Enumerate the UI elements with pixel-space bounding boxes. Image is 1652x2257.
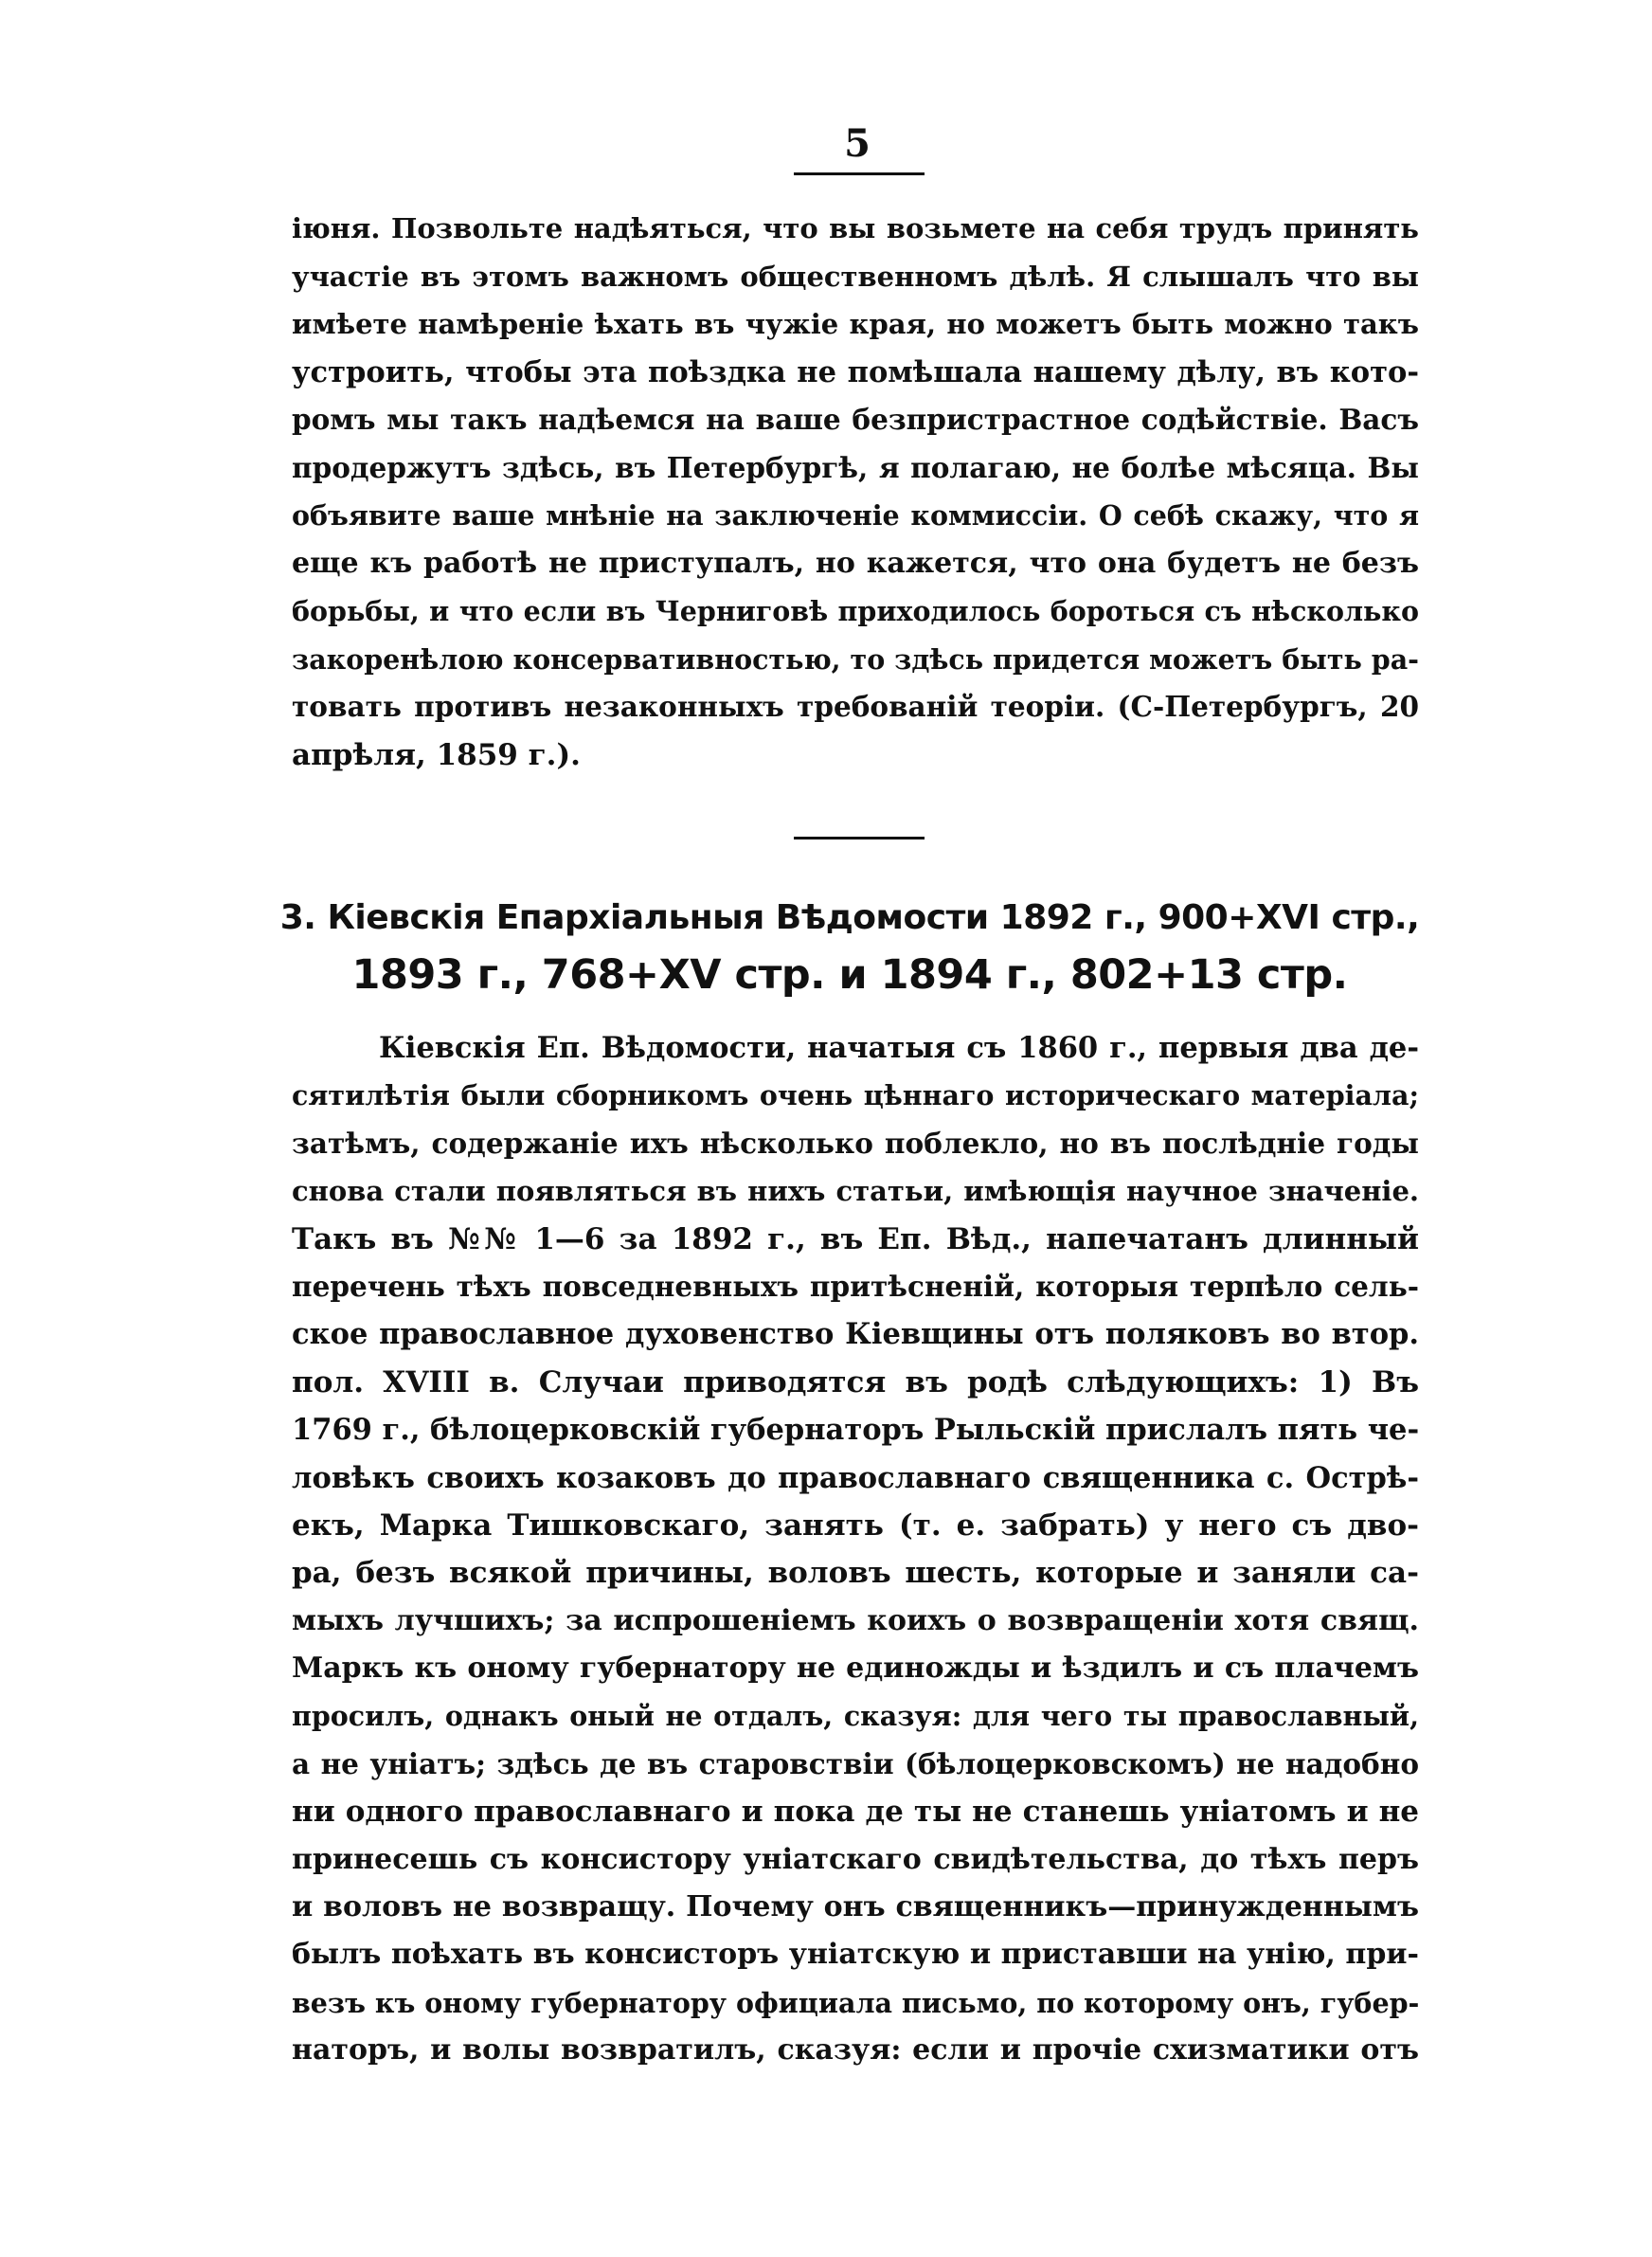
text-line: и воловъ не возвращу. Почему онъ священникъ—принужденнымъ: [292, 1890, 1419, 1924]
text-line: Такъ въ №№ 1—6 за 1892 г., въ Еп. Вѣд., напечатанъ длинный: [292, 1221, 1419, 1256]
text-line: товать противъ незаконныхъ требованій теоріи. (С-Петербургъ, 20: [292, 690, 1419, 723]
text-line: ра, безъ всякой причины, воловъ шесть, которые и заняли са-: [292, 1556, 1419, 1591]
text-line: участіе въ этомъ важномъ общественномъ дѣлѣ. Я слышалъ что вы: [292, 260, 1419, 293]
text-line: Маркъ къ оному губернатору не единожды и ѣздилъ и съ плачемъ: [292, 1652, 1419, 1686]
section-divider: [794, 837, 925, 840]
text-line: имѣете намѣреніе ѣхать въ чужіе края, но можетъ быть можно такъ: [292, 308, 1419, 340]
text-line: сятилѣтія были сборникомъ очень цѣннаго историческаго матеріала;: [292, 1079, 1419, 1112]
text-line: везъ къ оному губернатору официала письмо, по которому онъ, губер-: [292, 1986, 1420, 2019]
text-line: ловѣкъ своихъ козаковъ до православнаго священника с. Острѣ-: [292, 1460, 1419, 1495]
text-line: снова стали появляться въ нихъ статьи, имѣющія научное значеніе.: [292, 1175, 1419, 1208]
paragraph-top: [292, 205, 1419, 779]
text-line: ское православное духовенство Кіевщины отъ поляковъ во втор.: [292, 1317, 1419, 1352]
text-line: ни одного православнаго и пока де ты не станешь уніатомъ и не: [292, 1795, 1419, 1830]
text-line: устроить, чтобы эта поѣздка не помѣшала нашему дѣлу, въ кото-: [292, 354, 1419, 389]
text-line: былъ поѣхать въ консисторъ уніатскую и приставши на унію, при-: [292, 1938, 1419, 1972]
section-heading-line-1: 3. Кіевскія Епархіальныя Вѣдомости 1892 г., 900+XVI стр.,: [279, 898, 1420, 937]
text-line: борьбы, и что если въ Черниговѣ приходилось бороться съ нѣсколько: [292, 595, 1419, 627]
text-line: еще къ работѣ не приступалъ, но кажется, что она будетъ не безъ: [292, 546, 1419, 580]
text-line: Кіевскія Еп. Вѣдомости, начатыя съ 1860 г., первыя два де-: [379, 1031, 1419, 1065]
section-heading-line-2: 1893 г., 768+XV стр. и 1894 г., 802+13 стр.: [351, 951, 1348, 999]
text-line: наторъ, и волы возвратилъ, сказуя: если и прочіе схизматики отъ: [292, 2033, 1419, 2067]
text-line: а не уніатъ; здѣсь де въ старовствіи (бѣлоцерковскомъ) не надобно: [292, 1746, 1419, 1780]
text-line: мыхъ лучшихъ; за испрошеніемъ коихъ о возвращеніи хотя свящ.: [292, 1603, 1419, 1637]
text-line: затѣмъ, содержаніе ихъ нѣсколько поблекло, но въ послѣдніе годы: [292, 1126, 1419, 1160]
text-line: пол. XVIII в. Случаи приводятся въ родѣ слѣдующихъ: 1) Въ: [292, 1364, 1419, 1399]
page-number-underline: [794, 172, 925, 175]
text-line: іюня. Позвольте надѣяться, что вы возьмете на себя трудъ принять: [292, 212, 1419, 244]
text-line: закоренѣлою консервативностью, то здѣсь придется можетъ быть ра-: [292, 642, 1419, 676]
paragraph-bottom: [292, 1024, 1419, 2075]
text-line: просилъ, однакъ оный не отдалъ, сказуя: для чего ты православный,: [292, 1700, 1419, 1733]
text-line: апрѣля, 1859 г.).: [292, 737, 581, 772]
text-line: принесешь съ консистору уніатскаго свидѣтельства, до тѣхъ перъ: [292, 1842, 1419, 1876]
text-line: екъ, Марка Тишковскаго, занять (т. е. забрать) у него съ дво-: [292, 1508, 1419, 1543]
text-line: перечень тѣхъ повседневныхъ притѣсненій, которыя терпѣло сель-: [292, 1269, 1419, 1303]
page-number: 5: [844, 121, 871, 166]
text-line: ромъ мы такъ надѣемся на ваше безпристрастное содѣйствіе. Васъ: [292, 403, 1419, 436]
text-line: объявите ваше мнѣніе на заключеніе коммиссіи. О себѣ скажу, что я: [292, 499, 1419, 532]
text-line: продержутъ здѣсь, въ Петербургѣ, я полагаю, не болѣе мѣсяца. Вы: [292, 450, 1419, 484]
text-line: 1769 г., бѣлоцерковскій губернаторъ Рыльскій прислалъ пять че-: [292, 1413, 1420, 1448]
